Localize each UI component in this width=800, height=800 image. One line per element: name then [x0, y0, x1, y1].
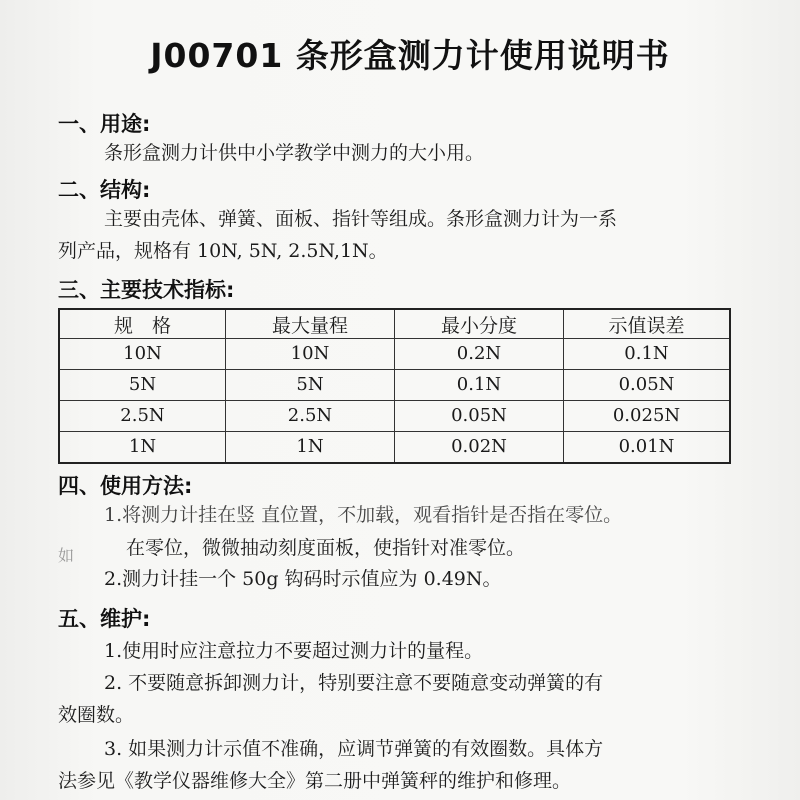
table-cell: 5N — [226, 369, 395, 400]
table-row — [59, 431, 730, 463]
section-usage-method-heading: 四、使用方法: — [58, 474, 193, 498]
faded-text-mark: 如 — [58, 546, 77, 565]
method-item1-line1: 1.将测力计挂在竖 直位置，不加载，观看指针是否指在零位。 — [104, 504, 623, 526]
table-header-cell: 最大量程 — [226, 309, 395, 339]
table-cell: 1N — [226, 431, 395, 463]
maintenance-item3-line2: 法参见《教学仪器维修大全》第二册中弹簧秤的维护和修理。 — [58, 770, 572, 792]
maintenance-item3-line1: 3. 如果测力计示值不准确，应调节弹簧的有效圈数。具体方 — [104, 738, 604, 760]
document-title: J00701 条形盒测力计使用说明书 — [150, 36, 670, 75]
section-structure-line2: 列产品，规格有 10N, 5N, 2.5N,1N。 — [58, 240, 388, 262]
specs-table — [58, 308, 731, 464]
table-cell: 10N — [59, 339, 226, 370]
table-cell: 0.02N — [395, 431, 564, 463]
method-item1-line2: 在零位，微微抽动刻度面板，使指针对准零位。 — [126, 537, 526, 559]
section-usage-text: 条形盒测力计供中小学教学中测力的大小用。 — [104, 142, 485, 164]
section-structure-heading: 二、结构: — [58, 178, 151, 202]
table-cell: 0.1N — [564, 339, 731, 370]
table-cell: 0.2N — [395, 339, 564, 370]
table-cell: 1N — [59, 431, 226, 463]
table-cell: 0.05N — [564, 369, 731, 400]
table-header-cell: 示值误差 — [564, 309, 731, 339]
table-cell: 5N — [59, 369, 226, 400]
section-structure-line1: 主要由壳体、弹簧、面板、指针等组成。条形盒测力计为一系 — [104, 208, 618, 230]
maintenance-item1: 1.使用时应注意拉力不要超过测力计的量程。 — [104, 640, 484, 662]
table-row — [59, 339, 730, 370]
maintenance-item2-line1: 2. 不要随意拆卸测力计，特别要注意不要随意变动弹簧的有 — [104, 672, 604, 694]
table-row — [59, 400, 730, 431]
method-item2: 2.测力计挂一个 50g 钩码时示值应为 0.49N。 — [104, 568, 502, 590]
table-cell: 0.1N — [395, 369, 564, 400]
section-specs-heading: 三、主要技术指标: — [58, 278, 235, 302]
table-cell: 2.5N — [226, 400, 395, 431]
table-header-row — [59, 309, 730, 339]
table-cell: 0.05N — [395, 400, 564, 431]
table-cell: 10N — [226, 339, 395, 370]
table-header-cell: 规 格 — [59, 309, 226, 339]
table-cell: 2.5N — [59, 400, 226, 431]
table-row — [59, 369, 730, 400]
table-header-cell: 最小分度 — [395, 309, 564, 339]
section-maintenance-heading: 五、维护: — [58, 607, 151, 631]
table-cell: 0.025N — [564, 400, 731, 431]
maintenance-item2-line2: 效圈数。 — [58, 704, 135, 726]
table-cell: 0.01N — [564, 431, 731, 463]
section-usage-heading: 一、用途: — [58, 112, 151, 136]
